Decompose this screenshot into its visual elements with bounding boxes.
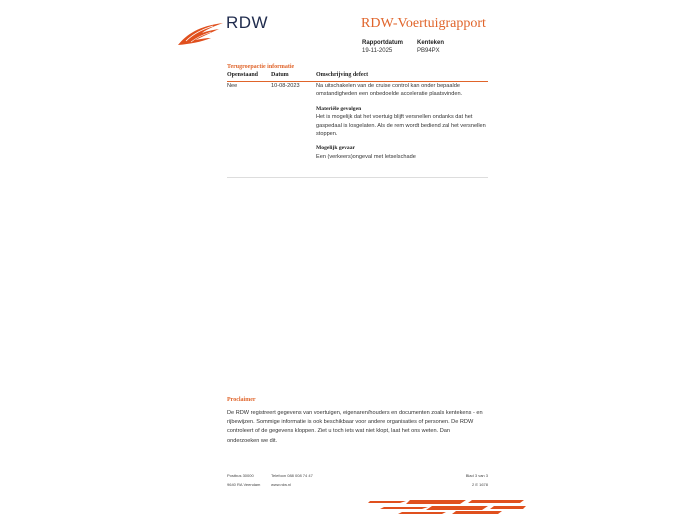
recall-description [316, 82, 488, 161]
danger-text: Een (verkeers)ongeval met letselschade [316, 153, 416, 160]
license-plate-label: Kenteken [417, 40, 445, 46]
consequences-text: Het is mogelijk dat het voertuig blijft versnellen ondanks dat het gaspedaal is losgelaten. Als de rem wordt bediend zal het versnellen stoppen. [316, 114, 486, 138]
report-title: RDW-Voertuigrapport [361, 16, 486, 31]
report-date-label: Rapportdatum [362, 40, 403, 46]
column-header-date: Datum [271, 72, 289, 78]
column-header-defect: Omschrijving defect [316, 72, 369, 78]
recall-date-value: 10-08-2023 [271, 83, 300, 89]
consequences-title: Materiële gevolgen [316, 105, 362, 112]
recall-table-header [227, 72, 488, 82]
footer-phone: Telefoon 088 008 74 47 [271, 473, 313, 478]
footer-page-number: Blad 3 van 3 [465, 473, 488, 478]
license-plate-value: PB94PX [417, 48, 440, 54]
footer-website-link[interactable]: www.rdw.nl [271, 482, 292, 487]
footer-city: 9640 RA Veendam [227, 482, 261, 487]
danger-title: Mogelijk gevaar [316, 145, 355, 152]
rdw-logo-icon [177, 20, 225, 46]
brand-name: RDW [226, 13, 269, 32]
disclaimer-title: Proclaimer [227, 397, 256, 403]
footer-page-info [450, 471, 488, 489]
footer-address [227, 471, 260, 489]
table-row [227, 82, 488, 178]
footer-code: 2 E 1678 [471, 482, 488, 487]
recall-section-title: Terugroepactie informatie [227, 64, 295, 70]
license-plate-block [417, 39, 444, 55]
recall-table [227, 72, 488, 178]
report-date-block [362, 39, 403, 55]
defect-text: Na uitschakelen van de cruise control kan onder bepaalde omstandigheden een onbedoelde acceleratie plaatsvinden. [316, 83, 463, 98]
footer-contact [271, 471, 313, 489]
orange-speed-stripes-icon [366, 498, 526, 514]
recall-open-value: Nee [227, 83, 238, 89]
footer-postbus: Postbus 30000 [227, 473, 254, 478]
disclaimer-text: De RDW registreert gegevens van voertuigen, eigenaren/houders en documenten zoals kentekens - en rijbewijzen. Sommige informatie is ook beschikbaar voor andere organisaties of personen. De RDW controleert of de gegevens kloppen. Ziet u toch iets wat niet klopt, laat het ons weten. Dan onderzoeken we dit. [227, 410, 483, 444]
column-header-open: Openstaand [227, 72, 259, 78]
report-date-value: 19-11-2025 [362, 48, 393, 54]
